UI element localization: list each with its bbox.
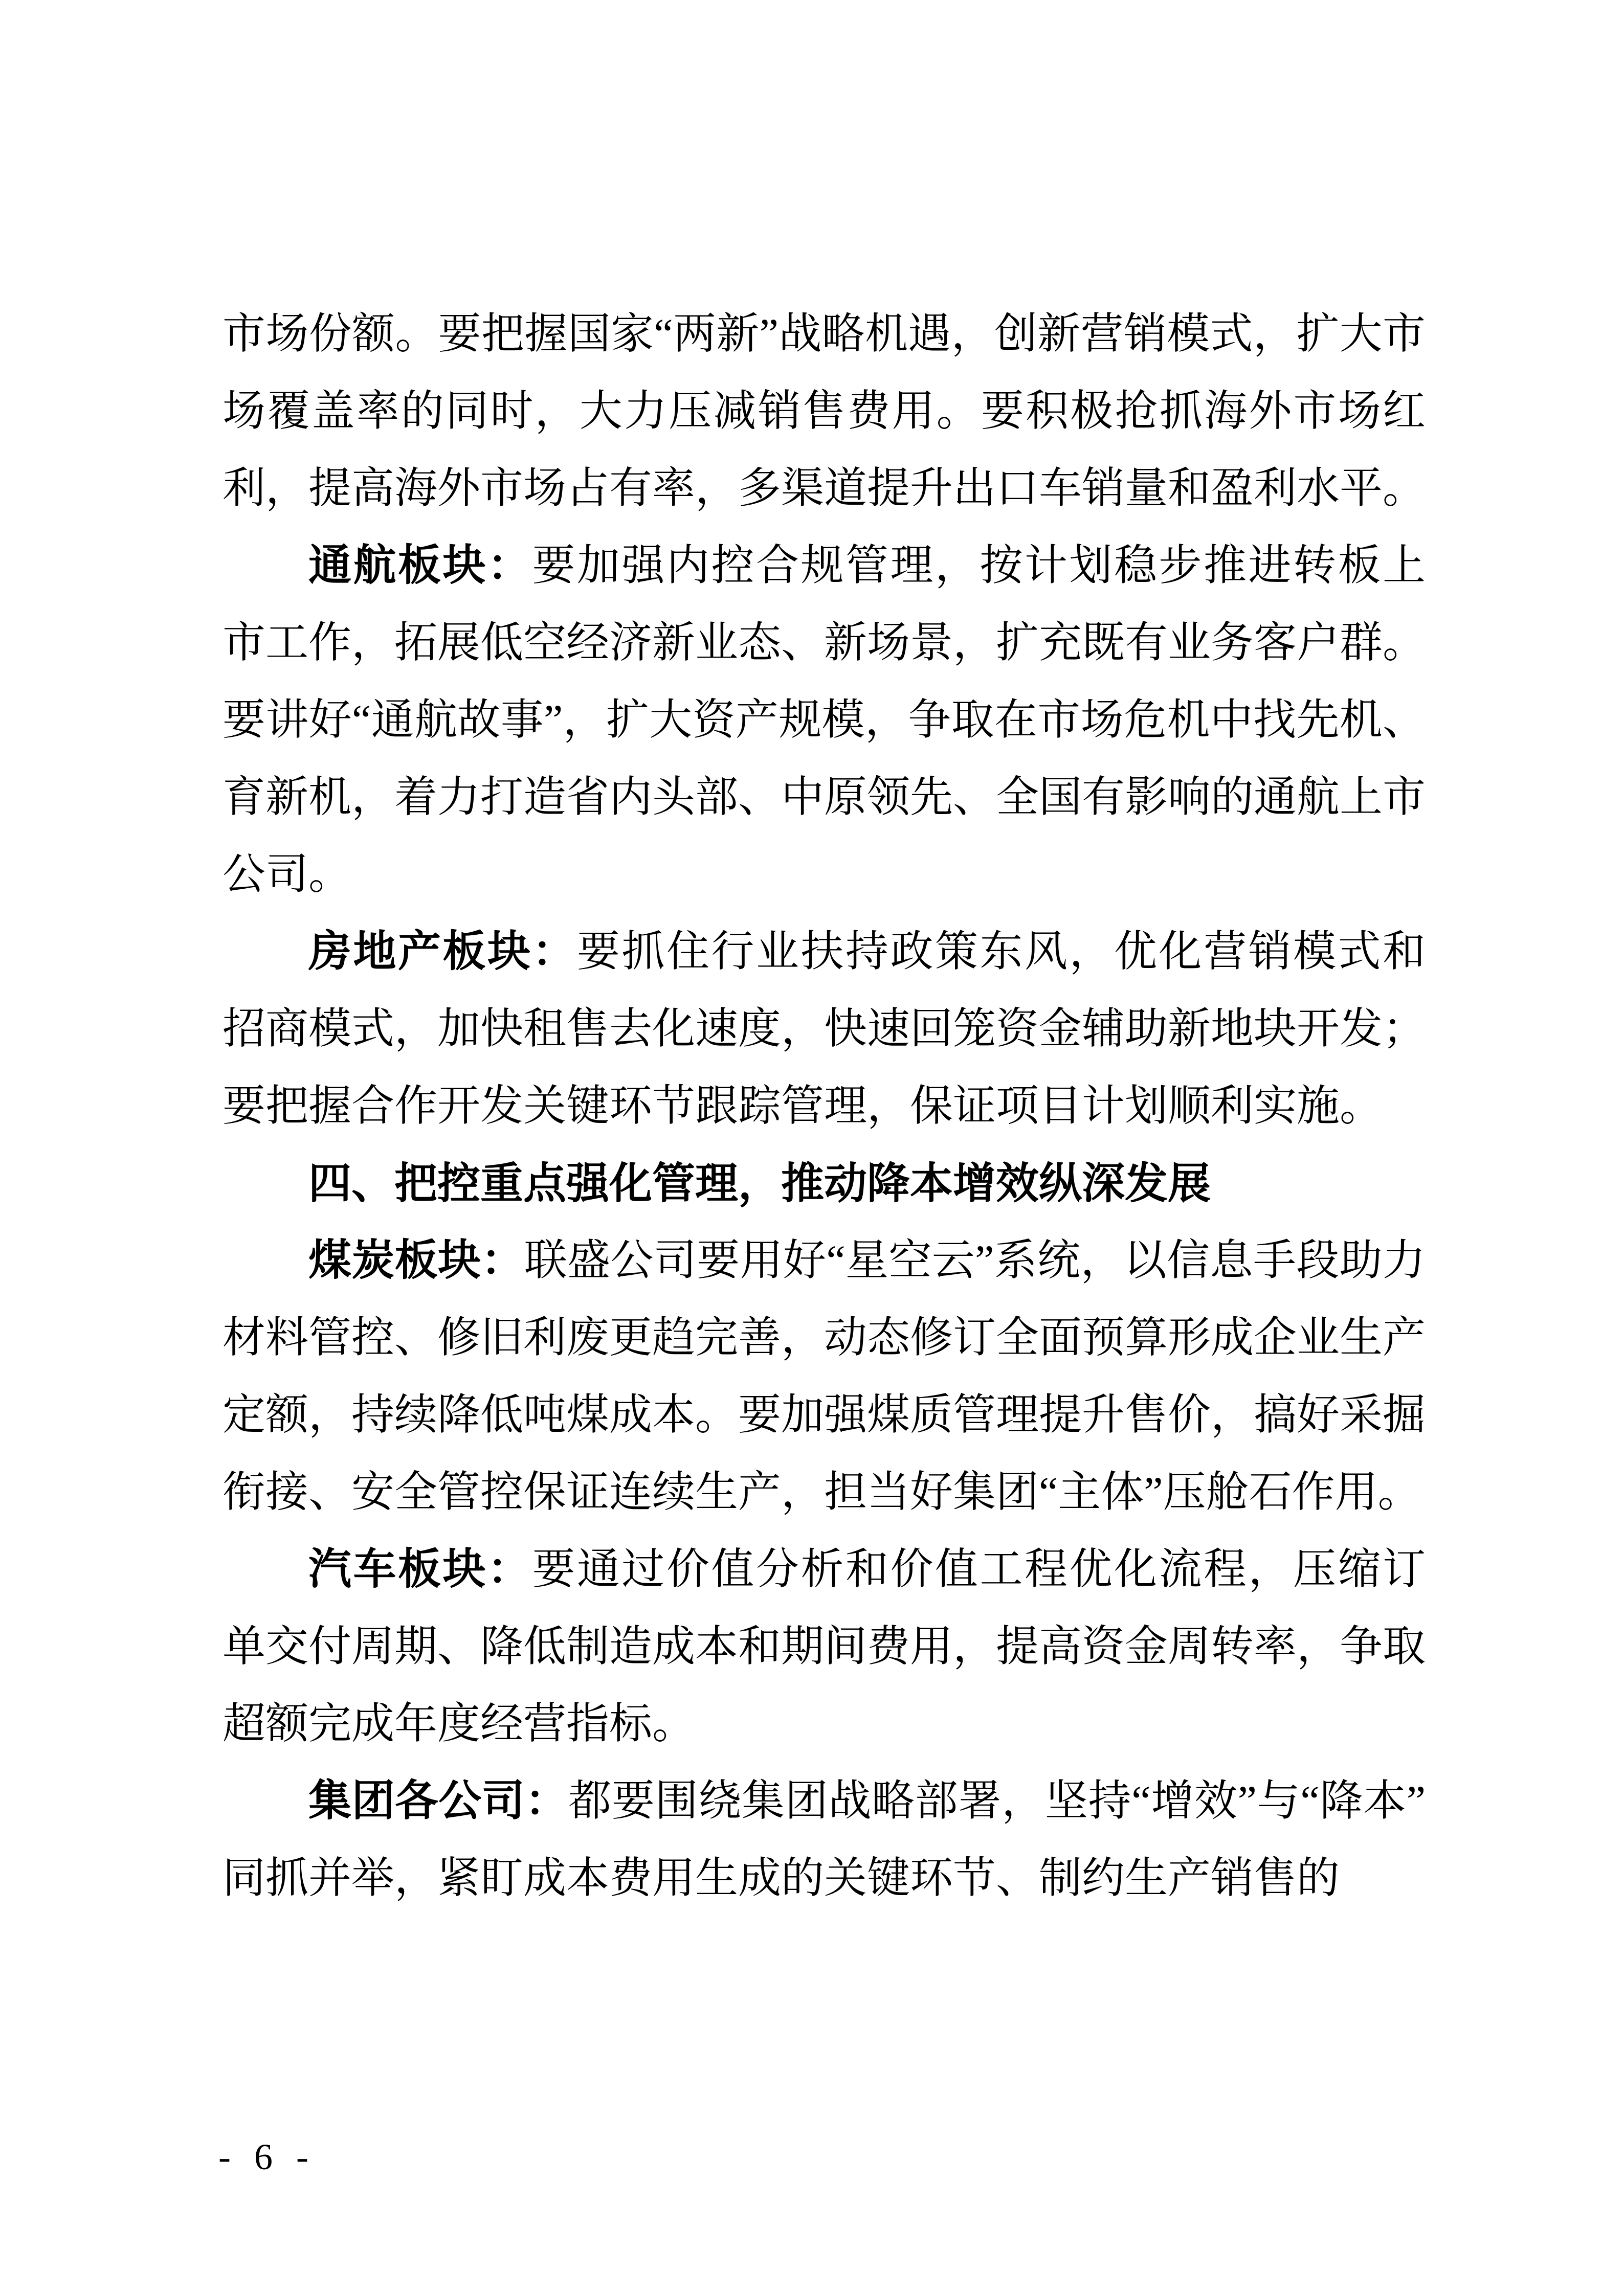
paragraph-auto-sector	[223, 1531, 1426, 1763]
paragraph-text: 市场份额。要把握国家“两新”战略机遇，创新营销模式，扩大市场覆盖率的同时，大力压减销售费用。要积极抢抓海外市场红利，提高海外市场占有率，多渠道提升出口车销量和盈利水平。	[223, 310, 1426, 512]
paragraph-lead: 集团各公司：	[308, 1777, 569, 1825]
paragraph-text: 联盛公司要用好“星空云”系统，以信息手段助力材料管控、修旧利废更趋完善，动态修订全面预算形成企业生产定额，持续降低吨煤成本。要加强煤质管理提升售价，搞好采掘衔接、安全管控保证连续生产，担当好集团“主体”压舱石作用。	[223, 1237, 1426, 1516]
document-body	[223, 296, 1426, 1917]
paragraph-text: 要加强内控合规管理，按计划稳步推进转板上市工作，拓展低空经济新业态、新场景，扩充既有业务客户群。要讲好“通航故事”，扩大资产规模，争取在市场危机中找先机、育新机，着力打造省内头部、中原领先、全国有影响的通航上市公司。	[223, 542, 1426, 898]
paragraph-text: 要抓住行业扶持政策东风，优化营销模式和招商模式，加快租售去化速度，快速回笼资金辅助新地块开发；要把握合作开发关键环节跟踪管理，保证项目计划顺利实施。	[223, 928, 1426, 1130]
paragraph-lead: 通航板块：	[308, 542, 532, 590]
paragraph-market-share	[223, 296, 1426, 527]
paragraph-text: 要通过价值分析和价值工程优化流程，压缩订单交付周期、降低制造成本和期间费用，提高资金周转率，争取超额完成年度经营指标。	[223, 1546, 1426, 1748]
paragraph-aviation-sector	[223, 527, 1426, 913]
paragraph-realestate-sector	[223, 913, 1426, 1145]
paragraph-lead: 汽车板块：	[308, 1546, 532, 1593]
paragraph-text: 都要围绕集团战略部署，坚持“增效”与“降本”同抓并举，紧盯成本费用生成的关键环节、制约生产销售的	[223, 1777, 1426, 1902]
section-heading: 四、把控重点强化管理，推动降本增效纵深发展	[308, 1159, 1211, 1207]
paragraph-lead: 煤炭板块：	[308, 1237, 524, 1285]
page-number: - 6 -	[218, 2136, 316, 2177]
paragraph-coal-sector	[223, 1222, 1426, 1531]
paragraph-lead: 房地产板块：	[308, 928, 577, 976]
paragraph-group-companies	[223, 1763, 1426, 1917]
